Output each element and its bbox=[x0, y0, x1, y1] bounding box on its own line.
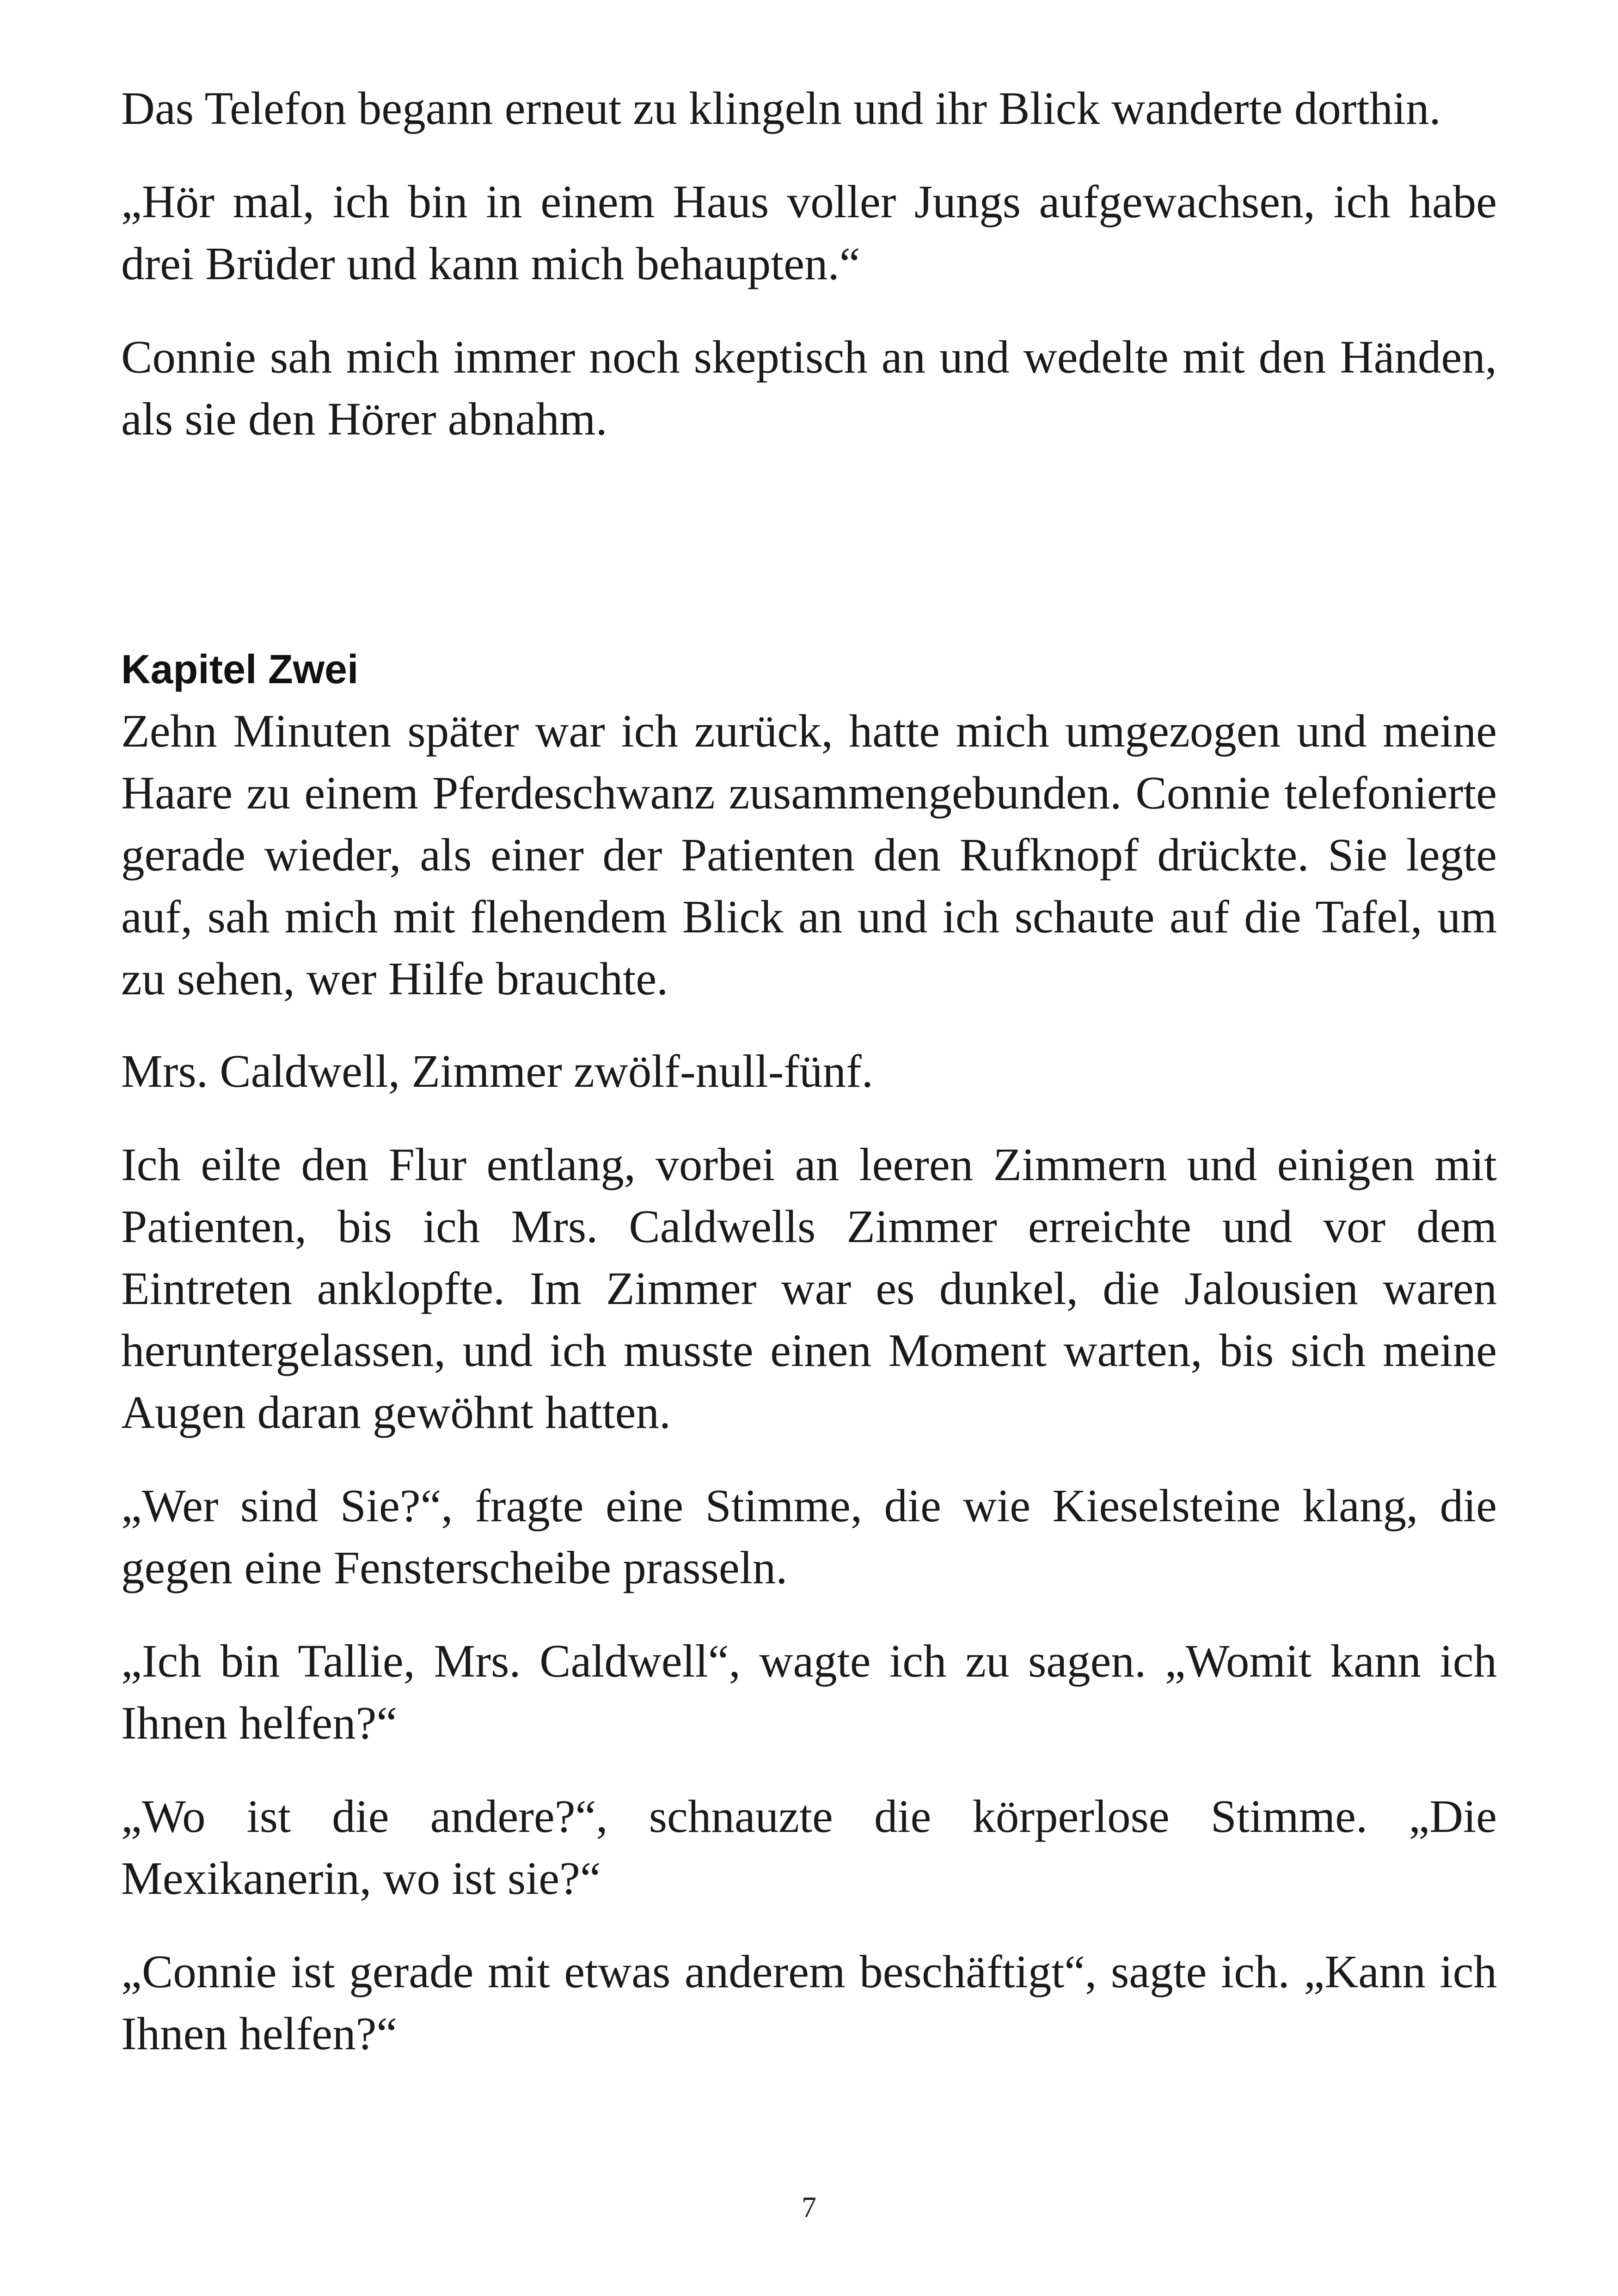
paragraph: „Connie ist gerade mit etwas anderem beschäftigt“, sagte ich. „Kann ich Ihnen helfen?“ bbox=[121, 1946, 1497, 2059]
paragraph: Zehn Minuten später war ich zurück, hatte mich umgezogen und meine Haare zu einem Pferdeschwanz zusammengebunden. Connie telefonierte gerade wieder, als einer der Patienten den Rufknopf drückte. Sie legte auf, sah mich mit flehendem Blick an und ich schaute auf die Tafel, um zu sehen, wer Hilfe brauchte. bbox=[121, 705, 1497, 1004]
paragraph: Mrs. Caldwell, Zimmer zwölf-null-fünf. bbox=[121, 1045, 873, 1097]
page-number: 7 bbox=[802, 2191, 816, 2223]
chapter-text bbox=[121, 700, 1497, 2064]
paragraph: Connie sah mich immer noch skeptisch an und wedelte mit den Händen, als sie den Hörer abnahm. bbox=[121, 331, 1497, 445]
opening-text bbox=[121, 77, 1497, 450]
paragraph: „Wo ist die andere?“, schnauzte die körperlose Stimme. „Die Mexikanerin, wo ist sie?“ bbox=[121, 1790, 1497, 1904]
paragraph: „Wer sind Sie?“, fragte eine Stimme, die wie Kieselsteine klang, die gegen eine Fensterscheibe prasseln. bbox=[121, 1480, 1497, 1593]
paragraph: „Ich bin Tallie, Mrs. Caldwell“, wagte ich zu sagen. „Womit kann ich Ihnen helfen?“ bbox=[121, 1635, 1497, 1749]
paragraph: Das Telefon begann erneut zu klingeln und ihr Blick wanderte dorthin. bbox=[121, 82, 1441, 134]
paragraph: Ich eilte den Flur entlang, vorbei an leeren Zimmern und einigen mit Patienten, bis ich Mrs. Caldwells Zimmer erreichte und vor dem Eintreten anklopfte. Im Zimmer war es dunkel, die Jalousien waren heruntergelassen, und ich musste einen Moment warten, bis sich meine Augen daran gewöhnt hatten. bbox=[121, 1139, 1497, 1438]
paragraph: „Hör mal, ich bin in einem Haus voller Jungs aufgewachsen, ich habe drei Brüder und kann mich behaupten.“ bbox=[121, 176, 1497, 289]
chapter-heading: Kapitel Zwei bbox=[121, 646, 359, 692]
